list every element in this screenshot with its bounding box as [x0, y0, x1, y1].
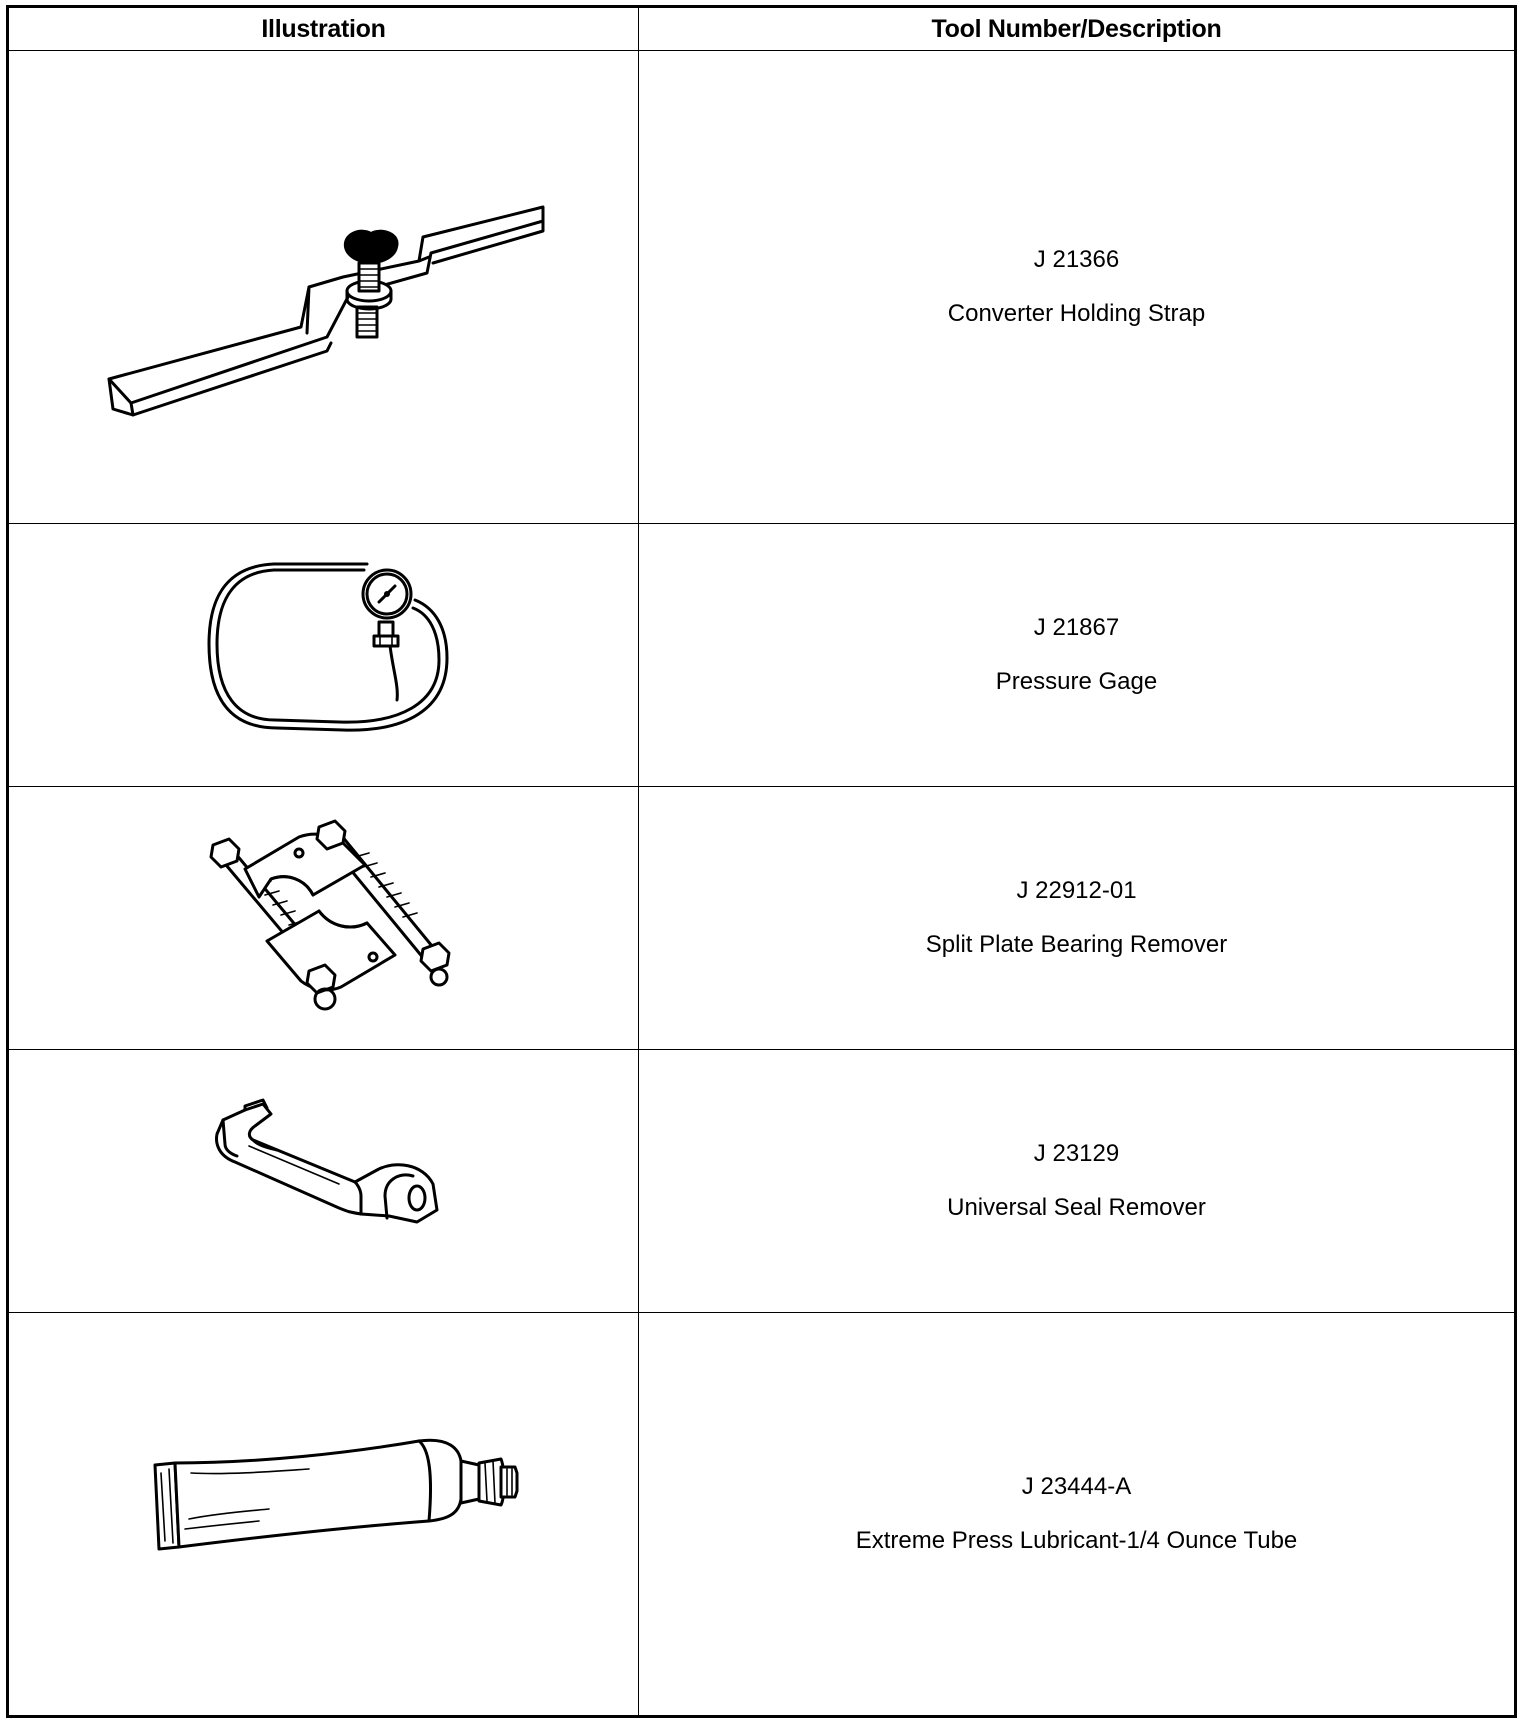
tool-description: Pressure Gage: [995, 668, 1158, 695]
lubricant-tube-icon: [9, 1313, 640, 1715]
illustration-cell: [8, 51, 639, 524]
tool-cell: [639, 1050, 1516, 1313]
tool-number: J 22912-01: [1016, 877, 1137, 904]
header-row: [8, 7, 1516, 51]
tool-cell: [639, 524, 1516, 787]
table-row: [8, 51, 1516, 524]
tool-number: J 23444-A: [1021, 1473, 1132, 1500]
converter-holding-strap-icon: [9, 51, 640, 523]
tool-number: J 21867: [1033, 614, 1120, 641]
tool-cell: [639, 51, 1516, 524]
illustration-column-header: Illustration: [8, 7, 639, 51]
table-row: [8, 1050, 1516, 1313]
tool-cell: [639, 1313, 1516, 1717]
tool-description: Extreme Press Lubricant-1/4 Ounce Tube: [855, 1527, 1298, 1554]
tool-number: J 21366: [1033, 246, 1120, 273]
tool-column-header: Tool Number/Description: [639, 7, 1516, 51]
illustration-cell: [8, 524, 639, 787]
universal-seal-remover-icon: [9, 1050, 640, 1312]
illustration-cell: [8, 787, 639, 1050]
illustration-cell: [8, 1050, 639, 1313]
tool-description: Split Plate Bearing Remover: [925, 931, 1228, 958]
table-row: [8, 524, 1516, 787]
tool-number: J 23129: [1033, 1140, 1120, 1167]
pressure-gage-icon: [9, 524, 640, 786]
table-row: [8, 1313, 1516, 1717]
tool-cell: [639, 787, 1516, 1050]
illustration-cell: [8, 1313, 639, 1717]
tool-description: Converter Holding Strap: [947, 300, 1206, 327]
split-plate-bearing-remover-icon: [9, 787, 640, 1049]
tool-description: Universal Seal Remover: [947, 1194, 1206, 1221]
special-tools-table: [6, 5, 1517, 1718]
table-row: [8, 787, 1516, 1050]
